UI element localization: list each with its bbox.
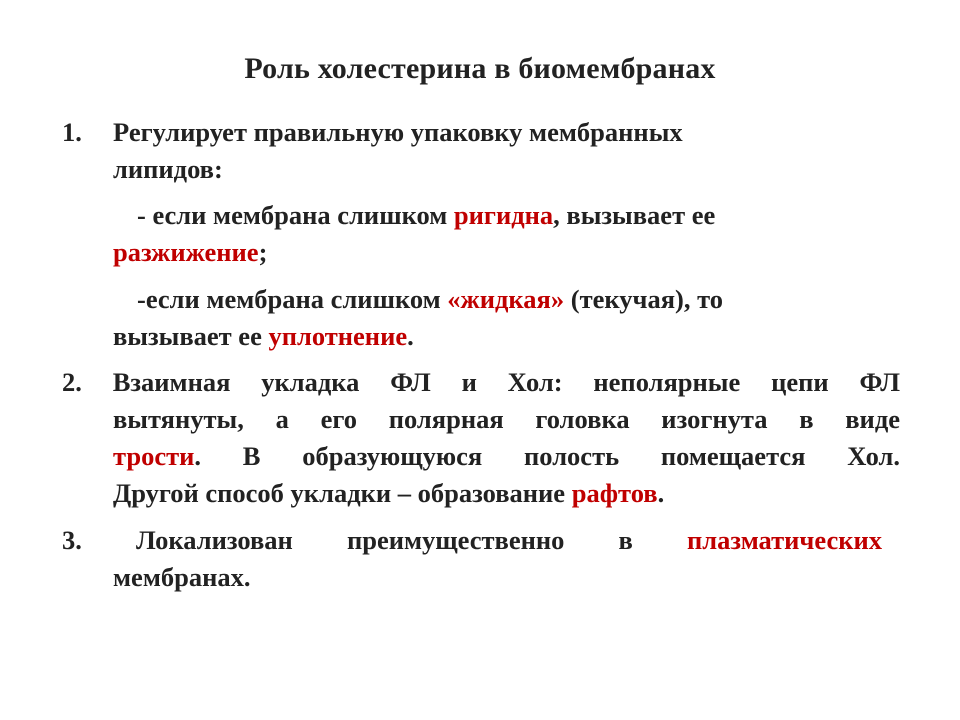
item-3-line-1-wrap: [62, 522, 882, 559]
sub2-text-post: .: [407, 321, 414, 351]
list-item-1: [62, 114, 882, 188]
sub1-text-pre: - если мембрана слишком: [137, 200, 454, 230]
term-plasmatic: плазматических: [687, 525, 882, 555]
sub2-text-mid: (текучая), то: [564, 284, 724, 314]
item-2-line-4: Другой способ укладки – образование: [113, 478, 572, 508]
list-item-3: [62, 522, 882, 596]
item-1-subpoint-liquid: [113, 281, 893, 355]
item-3-line-2: мембранах.: [113, 562, 251, 592]
slide-title: Роль холестерина в биомембранах: [244, 52, 716, 85]
item-1-line-1: Регулирует правильную упаковку мембранных: [113, 117, 683, 147]
list-item-2: [62, 364, 900, 512]
item-2-line-3-wrap: [113, 438, 900, 475]
sub1-text-mid: , вызывает ее: [553, 200, 716, 230]
term-rigid: ригидна: [453, 200, 554, 230]
term-compaction: уплотнение: [268, 321, 408, 351]
term-rafts: рафтов: [571, 478, 658, 508]
sub2-text-pre: -если мембрана слишком: [137, 284, 448, 314]
item-2-line-4-wrap: [113, 475, 900, 512]
sub1-text-post: ;: [258, 237, 268, 267]
term-liquefaction: разжижение: [113, 237, 259, 267]
item-2-line-4-end: .: [657, 478, 665, 508]
term-cane: трости: [113, 441, 195, 471]
item-1-number: 1.: [62, 117, 82, 147]
sub2-text-line2: вызывает ее: [113, 321, 269, 351]
item-1-subpoint-rigid: [113, 197, 893, 271]
item-2-line-3: . В образующуюся полость помещается Хол.: [194, 441, 900, 471]
item-2-line-2: вытянуты, а его полярная головка изогнута в виде: [113, 404, 900, 434]
item-3-line-1: 3. Локализован преимущественно в: [62, 525, 688, 555]
item-2-line-2-wrap: [113, 401, 900, 438]
item-2-line-1: 2. Взаимная укладка ФЛ и Хол: неполярные цепи ФЛ: [62, 367, 900, 397]
term-liquid: «жидкая»: [447, 284, 565, 314]
item-1-line-2: липидов:: [113, 154, 223, 184]
